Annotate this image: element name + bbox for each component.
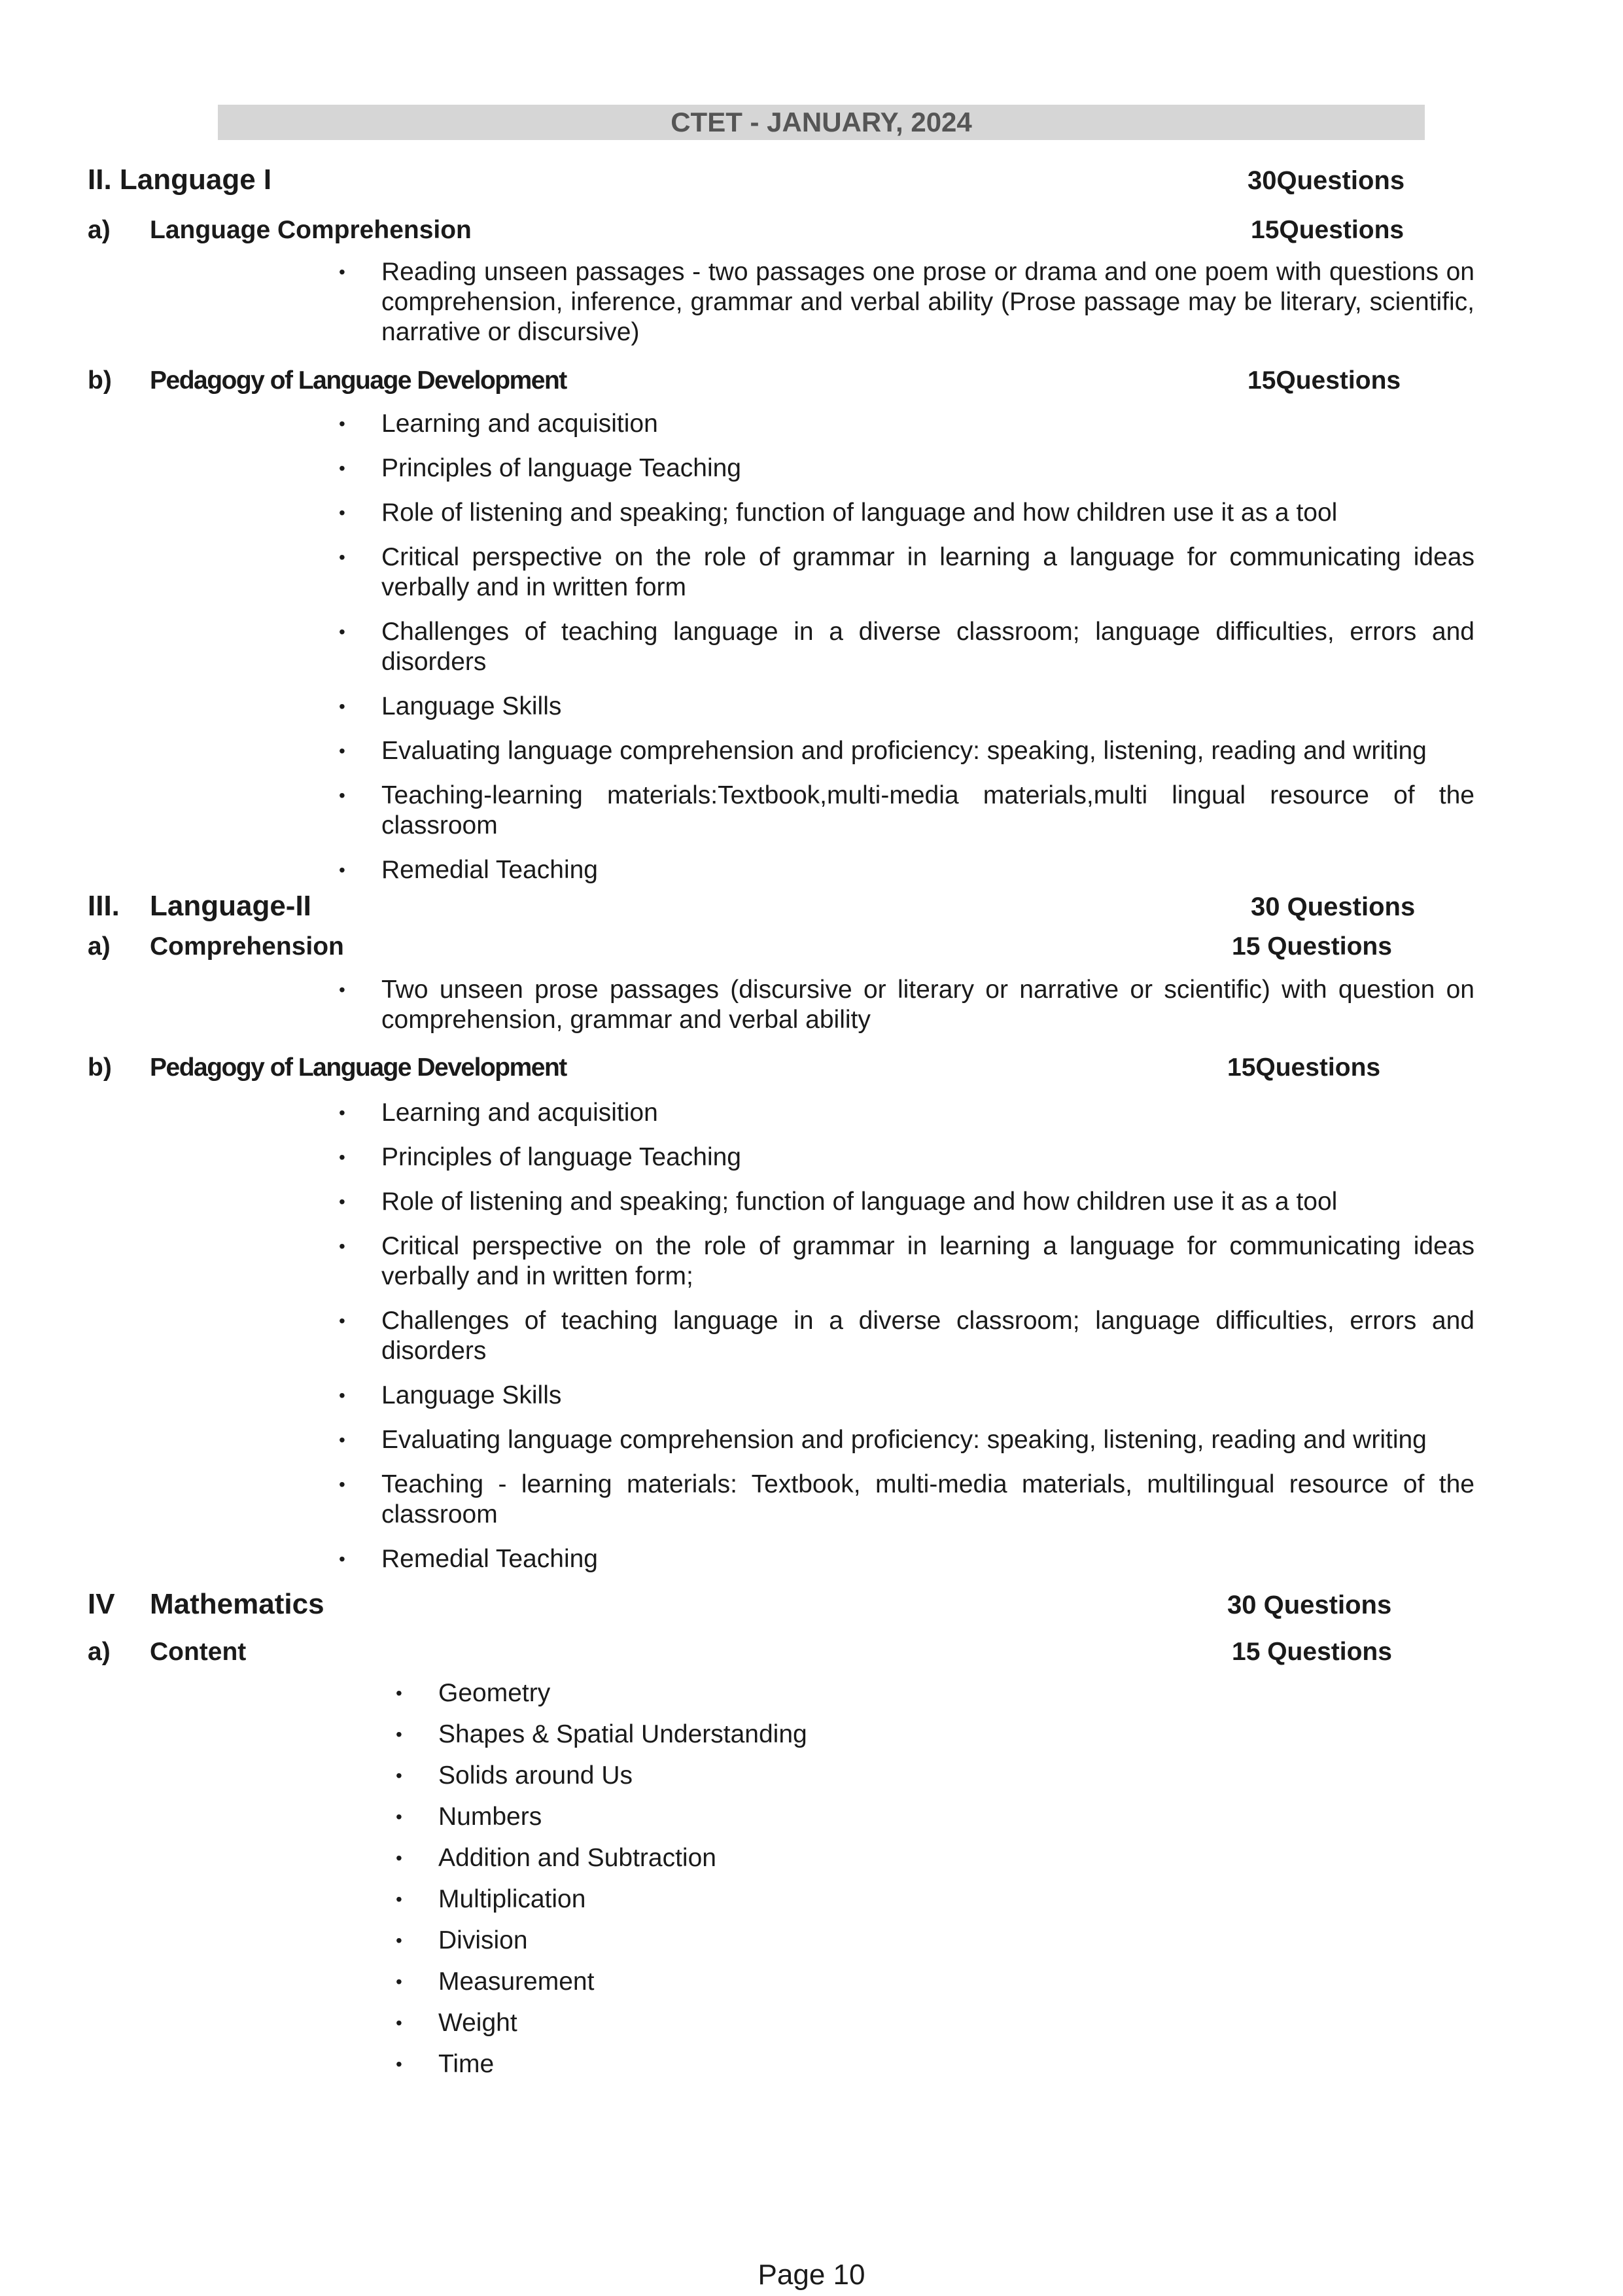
subsection-questions: 15 Questions (1232, 932, 1392, 961)
list-item: • Language Skills (339, 692, 1475, 722)
subsection-title: Language Comprehension (150, 216, 472, 244)
section-questions: 30 Questions (1227, 1591, 1392, 1619)
subsection-num: a) (88, 932, 111, 961)
list-item: • Critical perspective on the role of grammar in learning a language for communicating ideas verbally and in written form (339, 542, 1475, 603)
page-number: Page 10 (758, 2259, 865, 2291)
section-num: III. (88, 890, 120, 922)
section-questions: 30Questions (1248, 166, 1405, 195)
list-item: • Role of listening and speaking; function of language and how children use it as a tool (339, 498, 1475, 528)
list-item: • Division (396, 1927, 1181, 1954)
section-num: IV (88, 1588, 115, 1620)
subsection-questions: 15Questions (1227, 1053, 1381, 1082)
section-questions: 30 Questions (1251, 892, 1416, 921)
subsection-title: Pedagogy of Language Development (150, 1053, 567, 1082)
list-item: • Evaluating language comprehension and proficiency: speaking, listening, reading and writing (339, 1425, 1475, 1455)
list-item: • Challenges of teaching language in a diverse classroom; language difficulties, errors and disorders (339, 617, 1475, 677)
list-item: • Role of listening and speaking; function of language and how children use it as a tool (339, 1187, 1475, 1217)
list-item: • Reading unseen passages - two passages one prose or drama and one poem with questions on comprehension, inference, grammar and verbal ability (Prose passage may be literary, scientific, narrative or discursive) (339, 257, 1475, 347)
list-pedagogy-1 (339, 409, 1475, 885)
list-math-content (396, 1680, 1181, 2078)
section-title: Language-II (150, 890, 311, 922)
list-item: • Learning and acquisition (339, 1098, 1475, 1128)
list-item: • Geometry (396, 1680, 1181, 1707)
subsection-questions: 15 Questions (1232, 1638, 1392, 1666)
subsection-title: Comprehension (150, 932, 344, 961)
subsection-num: b) (88, 1053, 112, 1082)
list-item: • Remedial Teaching (339, 1544, 1475, 1574)
list-item: • Teaching - learning materials: Textbook, multi-media materials, multilingual resource of the classroom (339, 1470, 1475, 1530)
subsection-title: Content (150, 1638, 247, 1666)
list-item: • Numbers (396, 1803, 1181, 1831)
list-item: • Multiplication (396, 1886, 1181, 1913)
list-item: • Learning and acquisition (339, 409, 1475, 439)
list-item: • Teaching-learning materials:Textbook,multi-media materials,multi lingual resource of the classroom (339, 781, 1475, 841)
section-title: Mathematics (150, 1588, 324, 1620)
subsection-questions: 15Questions (1251, 216, 1405, 244)
list-item: • Remedial Teaching (339, 855, 1475, 885)
subsection-questions: 15Questions (1248, 366, 1401, 395)
list-item: • Shapes & Spatial Understanding (396, 1721, 1181, 1748)
list-item: • Principles of language Teaching (339, 1142, 1475, 1173)
list-item: • Challenges of teaching language in a diverse classroom; language difficulties, errors and disorders (339, 1306, 1475, 1366)
subsection-num: b) (88, 366, 112, 395)
subsection-num: a) (88, 216, 111, 244)
list-item: • Critical perspective on the role of grammar in learning a language for communicating ideas verbally and in written form; (339, 1231, 1475, 1292)
list-item: • Two unseen prose passages (discursive or literary or narrative or scientific) with question on comprehension, grammar and verbal ability (339, 975, 1475, 1035)
list-language-comprehension (339, 257, 1475, 347)
list-item: • Measurement (396, 1968, 1181, 1996)
list-item: • Time (396, 2051, 1181, 2078)
list-item: • Addition and Subtraction (396, 1845, 1181, 1872)
list-item: • Principles of language Teaching (339, 453, 1475, 484)
list-item: • Weight (396, 2009, 1181, 2037)
list-item: • Evaluating language comprehension and proficiency: speaking, listening, reading and writing (339, 736, 1475, 766)
list-pedagogy-2 (339, 1098, 1475, 1574)
list-item: • Language Skills (339, 1381, 1475, 1411)
subsection-num: a) (88, 1638, 111, 1666)
list-item: • Solids around Us (396, 1762, 1181, 1790)
list-comprehension (339, 975, 1475, 1035)
section-title: II. Language I (88, 164, 272, 196)
subsection-title: Pedagogy of Language Development (150, 366, 567, 395)
exam-banner: CTET - JANUARY, 2024 (218, 105, 1425, 140)
